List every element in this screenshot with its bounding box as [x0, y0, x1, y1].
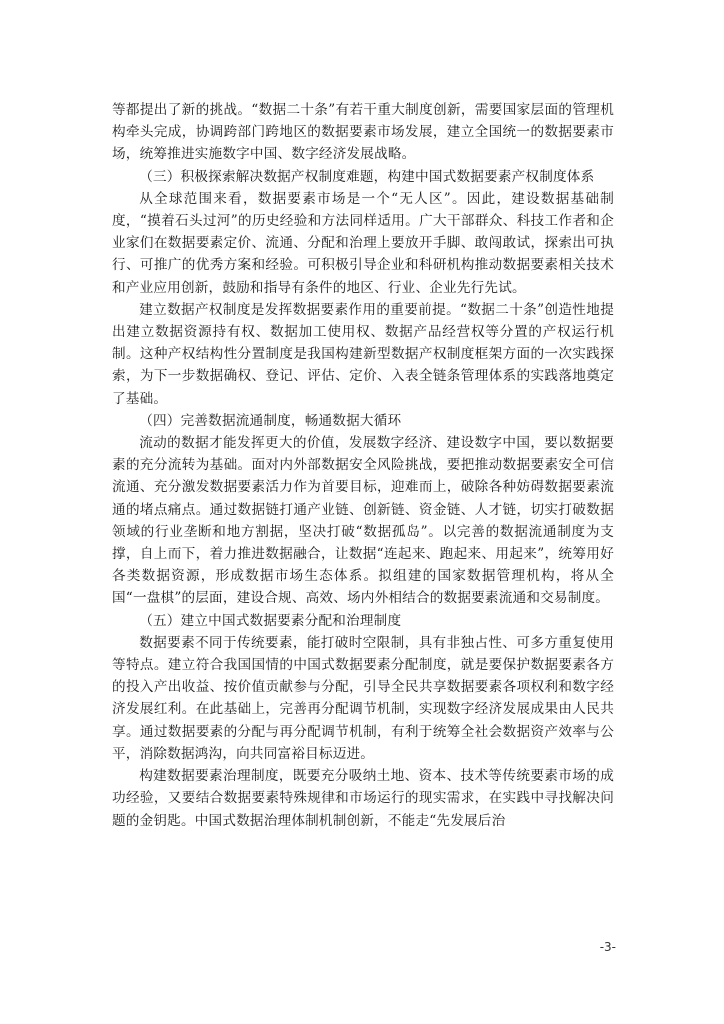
paragraph: 数据要素不同于传统要素，能打破时空限制，具有非独占性、可多方重复使用等特点。建立符合我国国情的中国式数据要素分配制度，就是要保护数据要素各方的投入产出收益、按价值贡献参与分配，引导全民共享数据要素各项权利和数字经济发展红利。在此基础上，完善再分配调节机制，实现数字经济发展成果由人民共享。通过数据要素的分配与再分配调节机制，有利于统筹全社会数据资产效率与公平，消除数据鸿沟，向共同富裕目标迈进。 [112, 634, 614, 762]
paragraph: 构建数据要素治理制度，既要充分吸纳土地、资本、技术等传统要素市场的成功经验，又要结合数据要素特殊规律和市场运行的现实需求，在实践中寻找解决问题的金钥匙。中国式数据治理体制机制创新，不能走“先发展后治 [112, 768, 614, 829]
section-heading-5: （五）建立中国式数据要素分配和治理制度 [139, 612, 402, 629]
paragraph-continuation: 等都提出了新的挑战。“数据二十条”有若干重大制度创新，需要国家层面的管理机构牵头完成，协调跨部门跨地区的数据要素市场发展，建立全国统一的数据要素市场，统筹推进实施数字中国、数字经济发展战略。 [112, 102, 614, 163]
paragraph: 流动的数据才能发挥更大的价值，发展数字经济、建设数字中国，要以数据要素的充分流转为基础。面对内外部数据安全风险挑战，要把推动数据要素安全可信流通、充分激发数据要素活力作为首要目标，迎难而上，破除各种妨碍数据要素流通的堵点痛点。通过数据链打通产业链、创新链、资金链、人才链，切实打破数据领域的行业垄断和地方割据，坚决打破“数据孤岛”。以完善的数据流通制度为支撑，自上而下，着力推进数据融合，让数据“连起来、跑起来、用起来”，统筹用好各类数据资源，形成数据市场生态体系。拟组建的国家数据管理机构，将从全国“一盘棋”的层面，建设合规、高效、场内外相结合的数据要素流通和交易制度。 [112, 435, 614, 607]
section-heading-3: （三）积极探索解决数据产权制度难题，构建中国式数据要素产权制度体系 [139, 168, 595, 185]
paragraph: 从全球范围来看，数据要素市场是一个“无人区”。因此，建设数据基础制度，“摸着石头过河”的历史经验和方法同样适用。广大干部群众、科技工作者和企业家们在数据要素定价、流通、分配和治理上要放开手脚、敢闯敢试，探索出可执行、可推广的优秀方案和经验。可积极引导企业和科研机构推动数据要素相关技术和产业应用创新，鼓励和指导有条件的地区、行业、企业先行先试。 [112, 190, 614, 296]
document-body [112, 99, 614, 832]
paragraph: 建立数据产权制度是发挥数据要素作用的重要前提。“数据二十条”创造性地提出建立数据资源持有权、数据加工使用权、数据产品经营权等分置的产权运行机制。这种产权结构性分置制度是我国构建新型数据产权制度框架方面的一次实践探索，为下一步数据确权、登记、评估、定价、入表全链条管理体系的实践落地奠定了基础。 [112, 301, 614, 407]
page-number: -3- [599, 940, 616, 954]
section-heading-4: （四）完善数据流通制度，畅通数据大循环 [139, 412, 402, 429]
